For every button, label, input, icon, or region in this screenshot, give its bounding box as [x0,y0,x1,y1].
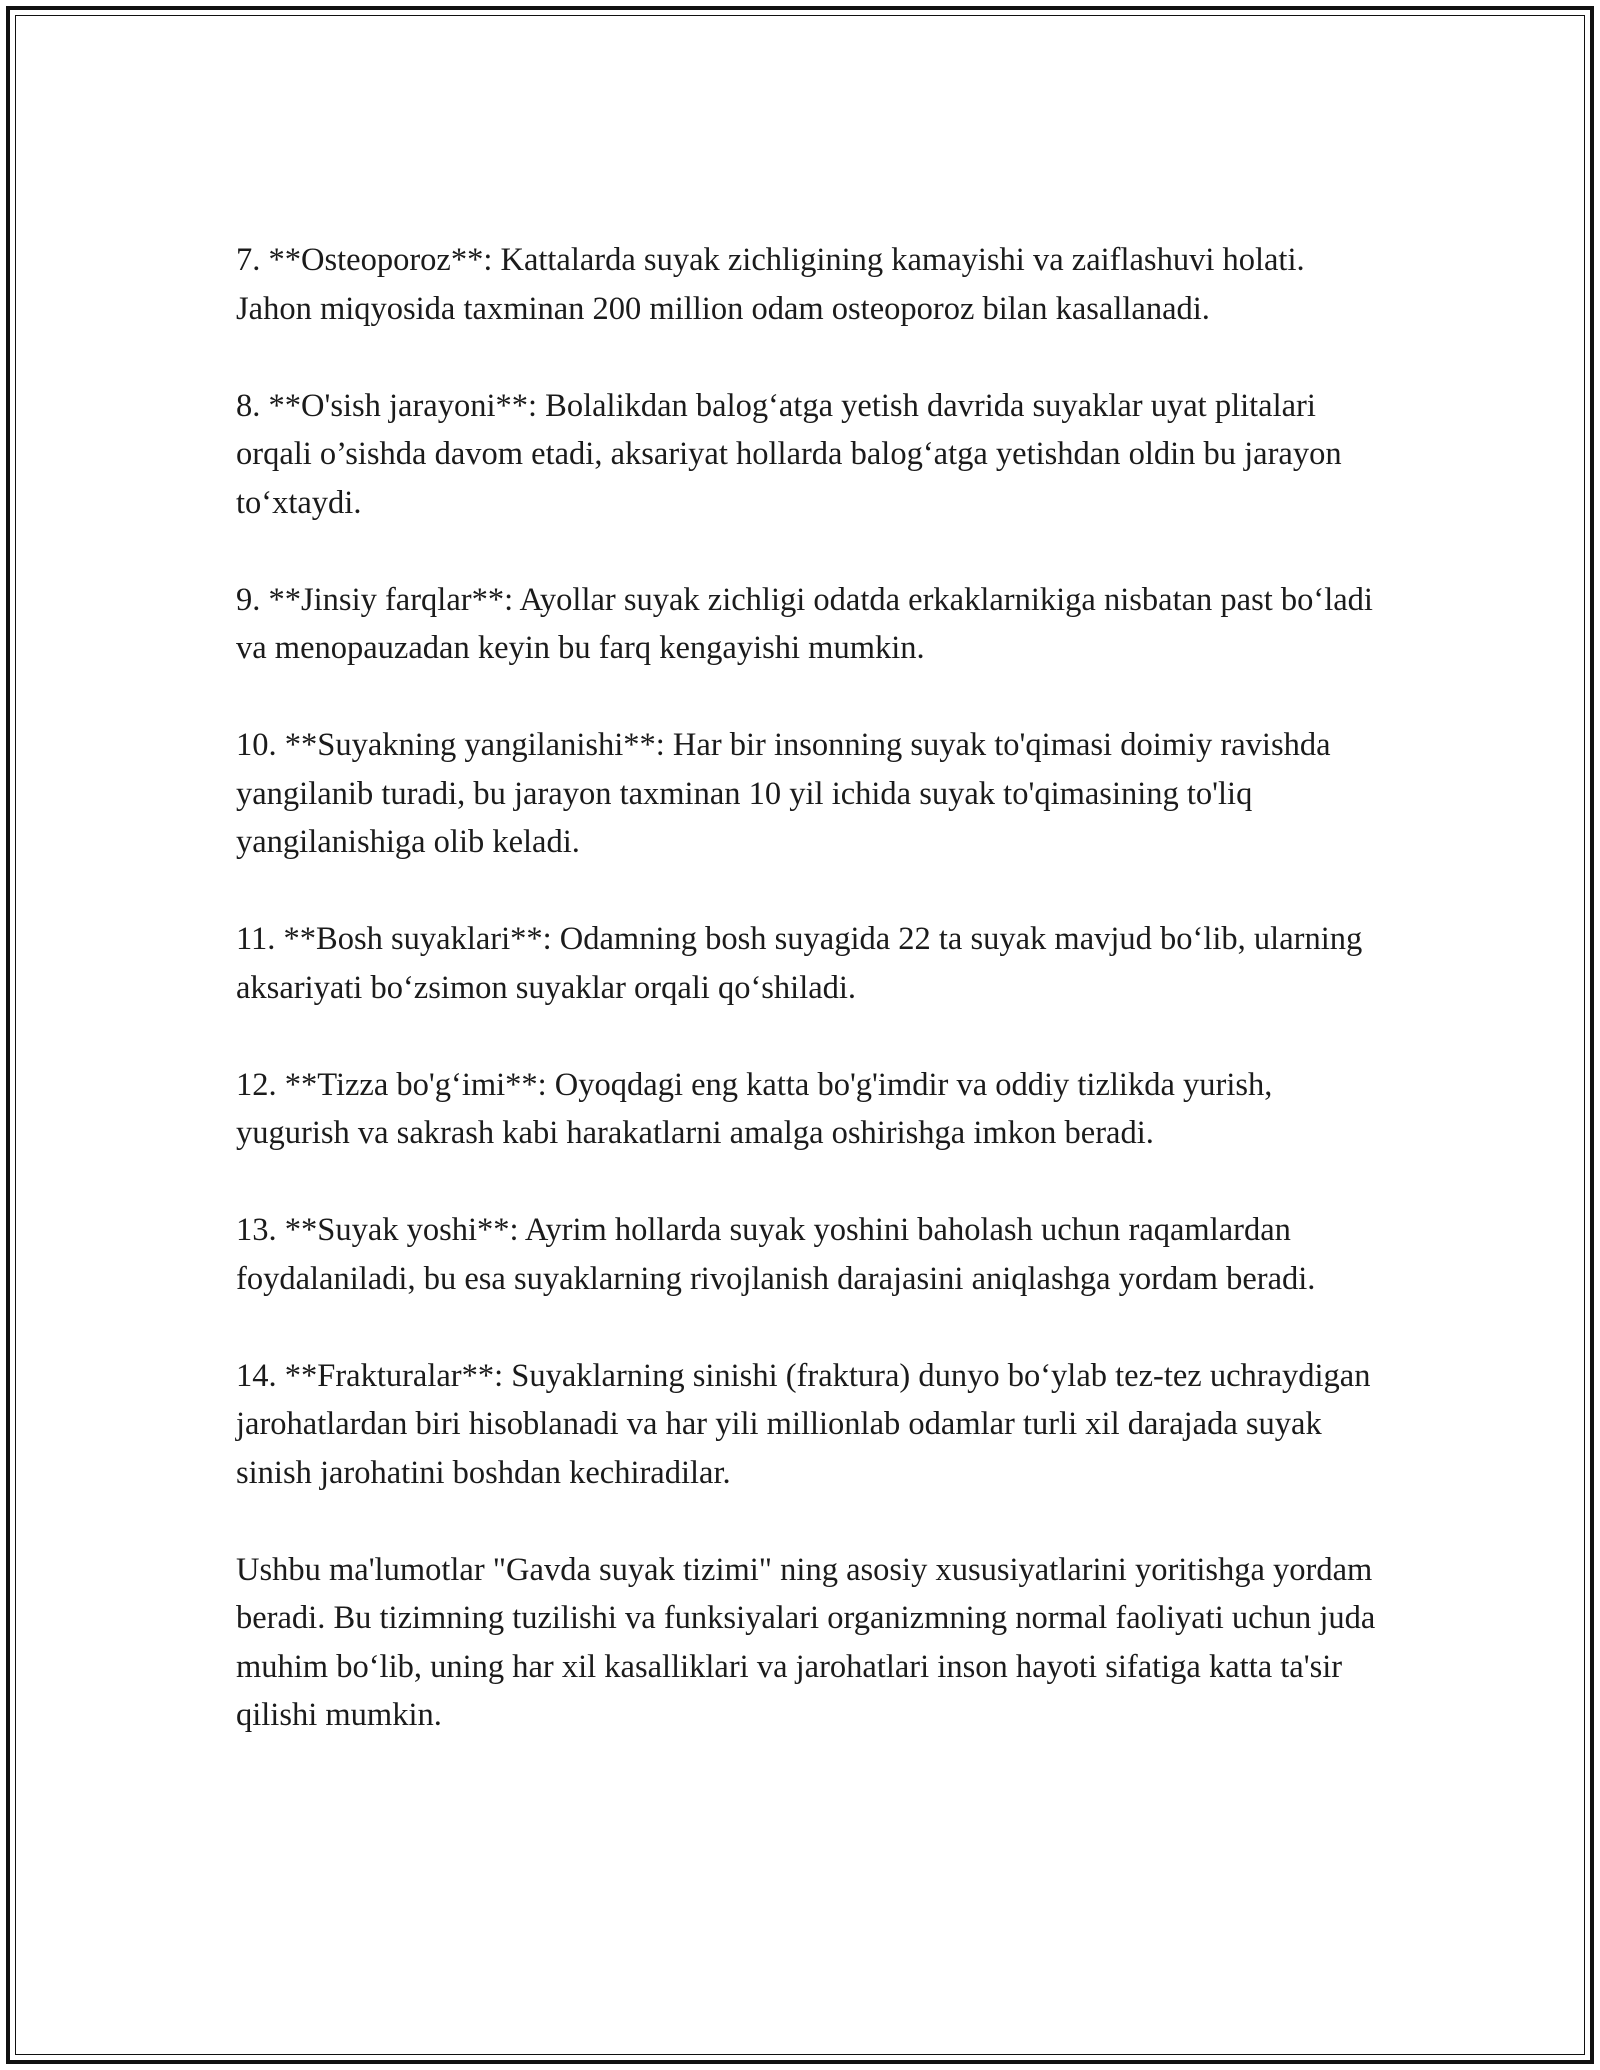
paragraph-jinsiy-farqlar: 9. **Jinsiy farqlar**: Ayollar suyak zichligi odatda erkaklarnikiga nisbatan past bo‘ladi va menopauzadan keyin bu farq kengayishi mumkin. [236,581,1373,666]
paragraph-bosh-suyaklari: 11. **Bosh suyaklari**: Odamning bosh suyagida 22 ta suyak mavjud bo‘lib, ularning aksariyati bo‘zsimon suyaklar orqali qo‘shiladi. [236,921,1363,1006]
paragraph-osish-jarayoni: 8. **O'sish jarayoni**: Bolalikdan balog‘atga yetish davrida suyaklar uyat plitalari orqali o’sishda davom etadi, aksariyat hollarda balog‘atga yetishdan oldin bu jarayon to‘xtaydi. [236,387,1342,521]
document-body [236,236,1376,1740]
paragraph-conclusion: Ushbu ma'lumotlar "Gavda suyak tizimi" ning asosiy xususiyatlarini yoritishga yordam beradi. Bu tizimning tuzilishi va funksiyalari organizmning normal faoliyati uchun juda muhim bo‘lib, uning har xil kasalliklari va jarohatlari inson hayoti sifatiga katta ta'sir qilishi mumkin. [236,1551,1376,1733]
paragraph-tizza-bogimi: 12. **Tizza bo'g‘imi**: Oyoqdagi eng katta bo'g'imdir va oddiy tizlikda yurish, yugurish va sakrash kabi harakatlarni amalga oshirishga imkon beradi. [236,1066,1273,1151]
paragraph-frakturalar: 14. **Frakturalar**: Suyaklarning sinishi (fraktura) dunyo bo‘ylab tez-tez uchraydigan jarohatlardan biri hisoblanadi va har yili millionlab odamlar turli xil darajada suyak sinish jarohatini boshdan kechiradilar. [236,1357,1371,1491]
paragraph-suyakning-yangilanishi: 10. **Suyakning yangilanishi**: Har bir insonning suyak to'qimasi doimiy ravishda yangilanib turadi, bu jarayon taxminan 10 yil ichida suyak to'qimasining to'liq yangilanishiga olib keladi. [236,727,1331,860]
paragraph-suyak-yoshi: 13. **Suyak yoshi**: Ayrim hollarda suyak yoshini baholash uchun raqamlardan foydalaniladi, bu esa suyaklarning rivojlanish darajasini aniqlashga yordam beradi. [236,1212,1316,1297]
paragraph-osteoporoz: 7. **Osteoporoz**: Kattalarda suyak zichligining kamayishi va zaiflashuvi holati. Jahon miqyosida taxminan 200 million odam osteoporoz bilan kasallanadi. [236,242,1305,327]
